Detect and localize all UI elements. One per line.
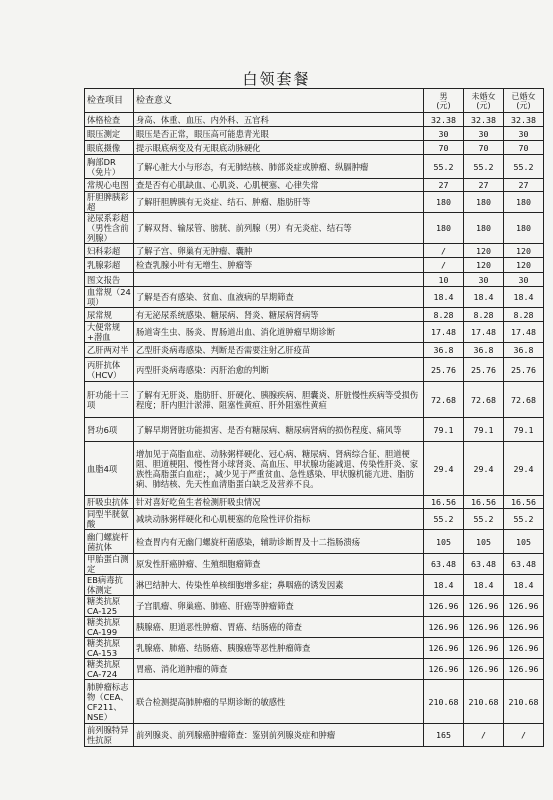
price-married-female: 16.56: [504, 496, 544, 509]
item-meaning: 提示眼底病变及有无眼底动脉硬化: [134, 141, 424, 155]
item-meaning: 肠道寄生虫、肠炎、胃肠道出血、消化道肿瘤早期诊断: [134, 322, 424, 343]
item-name: 前列腺特异性抗原: [85, 724, 134, 747]
price-male: 63.48: [424, 554, 464, 575]
table-row: [85, 509, 544, 530]
table-row: [85, 113, 544, 127]
price-male: 70: [424, 141, 464, 155]
price-married-female: 180: [504, 192, 544, 213]
price-male: 8.28: [424, 308, 464, 322]
table-row: [85, 127, 544, 141]
table-row: [85, 192, 544, 213]
item-meaning: 了解是否有感染、贫血、血液病的早期筛查: [134, 287, 424, 308]
item-name: 糖类抗原CA-153: [85, 638, 134, 659]
header-married-female-price: 已婚女 (元): [504, 89, 544, 113]
item-meaning: 眼压是否正常，眼压高可能患青光眼: [134, 127, 424, 141]
price-married-female: 126.96: [504, 638, 544, 659]
price-male: /: [424, 244, 464, 258]
price-unmarried-female: /: [464, 724, 504, 747]
item-meaning: 了解心脏大小与形态，有无肺结核、肺部炎症或肿瘤、纵膈肿瘤: [134, 155, 424, 179]
price-male: 30: [424, 127, 464, 141]
item-name: 糖类抗原CA-125: [85, 596, 134, 617]
table-row: [85, 575, 544, 596]
table-row: [85, 680, 544, 724]
page-title: 白领套餐: [242, 70, 311, 88]
item-name: EB病毒抗体测定: [85, 575, 134, 596]
table-row: [85, 530, 544, 554]
price-unmarried-female: 72.68: [464, 382, 504, 418]
price-unmarried-female: 17.48: [464, 322, 504, 343]
price-unmarried-female: 126.96: [464, 659, 504, 680]
price-unmarried-female: 180: [464, 213, 504, 244]
item-name: 大便常规+潜血: [85, 322, 134, 343]
header-male-price: 男 (元): [424, 89, 464, 113]
table-row: [85, 382, 544, 418]
price-male: 29.4: [424, 442, 464, 496]
price-unmarried-female: 8.28: [464, 308, 504, 322]
table-row: [85, 258, 544, 273]
price-married-female: 120: [504, 258, 544, 273]
price-married-female: 55.2: [504, 155, 544, 179]
price-unmarried-female: 120: [464, 258, 504, 273]
item-meaning: 查是否有心肌缺血、心肌炎、心肌梗塞、心律失常: [134, 179, 424, 192]
table-header-row: [85, 89, 544, 113]
price-male: 36.8: [424, 343, 464, 358]
item-meaning: 乙型肝炎病毒感染、判断是否需要注射乙肝疫苗: [134, 343, 424, 358]
price-unmarried-female: 180: [464, 192, 504, 213]
price-married-female: 120: [504, 244, 544, 258]
table-row: [85, 659, 544, 680]
item-meaning: 针对喜好吃鱼生者检测肝吸虫情况: [134, 496, 424, 509]
item-name: 尿常规: [85, 308, 134, 322]
price-unmarried-female: 55.2: [464, 509, 504, 530]
price-male: 180: [424, 192, 464, 213]
price-married-female: 79.1: [504, 418, 544, 442]
price-married-female: 36.8: [504, 343, 544, 358]
price-male: 17.48: [424, 322, 464, 343]
item-name: 体格检查: [85, 113, 134, 127]
item-meaning: 前列腺炎、前列腺癌肿瘤筛查：鉴别前列腺炎症和肿瘤: [134, 724, 424, 747]
price-unmarried-female: 79.1: [464, 418, 504, 442]
price-unmarried-female: 25.76: [464, 358, 504, 382]
item-name: 图文报告: [85, 273, 134, 287]
price-male: /: [424, 258, 464, 273]
item-name: 肝功能十三项: [85, 382, 134, 418]
table-row: [85, 358, 544, 382]
item-name: 肝吸虫抗体: [85, 496, 134, 509]
price-unmarried-female: 210.68: [464, 680, 504, 724]
table-row: [85, 724, 544, 747]
table-row: [85, 213, 544, 244]
item-name: 血脂4项: [85, 442, 134, 496]
item-name: 眼压测定: [85, 127, 134, 141]
item-meaning: 有无泌尿系统感染、糖尿病、肾炎、糖尿病肾病等: [134, 308, 424, 322]
price-male: 79.1: [424, 418, 464, 442]
item-meaning: 丙型肝炎病毒感染：丙肝治愈的判断: [134, 358, 424, 382]
price-male: 72.68: [424, 382, 464, 418]
price-male: 55.2: [424, 155, 464, 179]
price-male: 10: [424, 273, 464, 287]
price-unmarried-female: 18.4: [464, 575, 504, 596]
table-row: [85, 141, 544, 155]
price-married-female: 210.68: [504, 680, 544, 724]
table-row: [85, 554, 544, 575]
price-male: 165: [424, 724, 464, 747]
price-married-female: 180: [504, 213, 544, 244]
item-name: 血常规（24项）: [85, 287, 134, 308]
table-row: [85, 418, 544, 442]
item-meaning: 了解子宫、卵巢有无肿瘤、囊肿: [134, 244, 424, 258]
price-unmarried-female: 126.96: [464, 638, 504, 659]
item-name: 乙肝两对半: [85, 343, 134, 358]
price-male: 32.38: [424, 113, 464, 127]
item-name: 肝胆脾胰彩超: [85, 192, 134, 213]
item-meaning: 身高、体重、血压、内外科、五官科: [134, 113, 424, 127]
item-meaning: 淋巴结肿大、传染性单核细胞增多症；鼻咽癌的诱发因素: [134, 575, 424, 596]
price-male: 55.2: [424, 509, 464, 530]
item-meaning: 了解早期肾脏功能损害、是否有糖尿病、糖尿病肾病的损伤程度、痛风等: [134, 418, 424, 442]
item-name: 常规心电图: [85, 179, 134, 192]
item-meaning: 检查乳腺小叶有无增生、肿瘤等: [134, 258, 424, 273]
price-married-female: 32.38: [504, 113, 544, 127]
price-male: 126.96: [424, 596, 464, 617]
price-male: 18.4: [424, 287, 464, 308]
price-married-female: /: [504, 724, 544, 747]
item-name: 甲胎蛋白测定: [85, 554, 134, 575]
item-meaning: 子宫肌瘤、卵巢癌、肺癌、肝癌等肿瘤筛查: [134, 596, 424, 617]
table-row: [85, 442, 544, 496]
price-married-female: 8.28: [504, 308, 544, 322]
item-name: 泌尿系彩超（男性含前列腺）: [85, 213, 134, 244]
item-meaning: 了解肝胆脾胰有无炎症、结石、肿瘤、脂肪肝等: [134, 192, 424, 213]
price-unmarried-female: 105: [464, 530, 504, 554]
price-male: 180: [424, 213, 464, 244]
item-name: 幽门螺旋杆菌抗体: [85, 530, 134, 554]
table-row: [85, 308, 544, 322]
item-meaning: 了解有无肝炎、脂肪肝、肝硬化、胰腺疾病、胆囊炎、肝脏慢性疾病等受损伤程度；肝内胆汁淤滞、阻塞性黄疸、肝外阻塞性黄疸: [134, 382, 424, 418]
price-married-female: 72.68: [504, 382, 544, 418]
table-row: [85, 322, 544, 343]
price-table: [84, 88, 544, 747]
table-row: [85, 155, 544, 179]
price-married-female: 29.4: [504, 442, 544, 496]
price-unmarried-female: 27: [464, 179, 504, 192]
item-meaning: 了解双肾、输尿管、膀胱、前列腺（男）有无炎症、结石等: [134, 213, 424, 244]
price-unmarried-female: 30: [464, 127, 504, 141]
table-row: [85, 638, 544, 659]
item-name: 肾功6项: [85, 418, 134, 442]
price-married-female: 126.96: [504, 596, 544, 617]
table-row: [85, 179, 544, 192]
price-male: 126.96: [424, 659, 464, 680]
item-meaning: 原发性肝癌肿瘤、生殖细胞瘤筛查: [134, 554, 424, 575]
price-married-female: 18.4: [504, 287, 544, 308]
header-meaning: 检查意义: [134, 89, 424, 113]
price-married-female: 63.48: [504, 554, 544, 575]
table-row: [85, 287, 544, 308]
item-meaning: 乳腺癌、肺癌、结肠癌、胰腺癌等恶性肿瘤筛查: [134, 638, 424, 659]
header-unmarried-female-price: 未婚女 (元): [464, 89, 504, 113]
item-name: 胸部DR（免片）: [85, 155, 134, 179]
price-married-female: 126.96: [504, 617, 544, 638]
header-item: 检查项目: [85, 89, 134, 113]
price-unmarried-female: 63.48: [464, 554, 504, 575]
price-married-female: 55.2: [504, 509, 544, 530]
price-married-female: 70: [504, 141, 544, 155]
item-name: 乳腺彩超: [85, 258, 134, 273]
table-row: [85, 273, 544, 287]
price-unmarried-female: 18.4: [464, 287, 504, 308]
item-name: 眼底摄像: [85, 141, 134, 155]
price-married-female: 126.96: [504, 659, 544, 680]
table-row: [85, 343, 544, 358]
table-row: [85, 617, 544, 638]
item-meaning: [134, 273, 424, 287]
item-meaning: 减块动脉粥样硬化和心肌梗塞的危险性评价指标: [134, 509, 424, 530]
item-name: 肺肿瘤标志物（CEA、CF211、NSE）: [85, 680, 134, 724]
price-male: 18.4: [424, 575, 464, 596]
table-row: [85, 496, 544, 509]
price-unmarried-female: 36.8: [464, 343, 504, 358]
price-male: 105: [424, 530, 464, 554]
item-meaning: 检查胃内有无幽门螺旋杆菌感染，辅助诊断胃及十二指肠溃疡: [134, 530, 424, 554]
item-name: 丙肝抗体（HCV）: [85, 358, 134, 382]
item-meaning: 增加见于高脂血症、动脉粥样硬化、冠心病、糖尿病、肾病综合征、胆道梗阻、胆道梗阻、慢性肾小球肾炎、高血压、甲状腺功能减退、传染性肝炎、家族性高脂蛋白血症；，减少见于严重贫血、急性感染、甲状腺机能亢进、脂肪痢、肺结核、先天性血清脂蛋白缺乏及营养不良。: [134, 442, 424, 496]
price-unmarried-female: 32.38: [464, 113, 504, 127]
price-male: 16.56: [424, 496, 464, 509]
price-married-female: 30: [504, 127, 544, 141]
price-male: 27: [424, 179, 464, 192]
price-unmarried-female: 29.4: [464, 442, 504, 496]
price-unmarried-female: 55.2: [464, 155, 504, 179]
table-row: [85, 244, 544, 258]
price-unmarried-female: 30: [464, 273, 504, 287]
price-unmarried-female: 70: [464, 141, 504, 155]
price-married-female: 18.4: [504, 575, 544, 596]
item-name: 妇科彩超: [85, 244, 134, 258]
item-meaning: 胰腺癌、胆道恶性肿瘤、胃癌、结肠癌的筛查: [134, 617, 424, 638]
item-name: 同型半胱氨酸: [85, 509, 134, 530]
price-unmarried-female: 120: [464, 244, 504, 258]
price-male: 25.76: [424, 358, 464, 382]
price-male: 126.96: [424, 617, 464, 638]
price-married-female: 30: [504, 273, 544, 287]
price-married-female: 17.48: [504, 322, 544, 343]
price-unmarried-female: 126.96: [464, 617, 504, 638]
price-male: 126.96: [424, 638, 464, 659]
price-male: 210.68: [424, 680, 464, 724]
item-name: 糖类抗原CA-724: [85, 659, 134, 680]
item-meaning: 联合检测提高肺肿瘤的早期诊断的敏感性: [134, 680, 424, 724]
item-meaning: 胃癌、消化道肿瘤的筛查: [134, 659, 424, 680]
price-unmarried-female: 16.56: [464, 496, 504, 509]
price-married-female: 105: [504, 530, 544, 554]
table-row: [85, 596, 544, 617]
price-married-female: 27: [504, 179, 544, 192]
price-married-female: 25.76: [504, 358, 544, 382]
price-unmarried-female: 126.96: [464, 596, 504, 617]
item-name: 糖类抗原CA-199: [85, 617, 134, 638]
